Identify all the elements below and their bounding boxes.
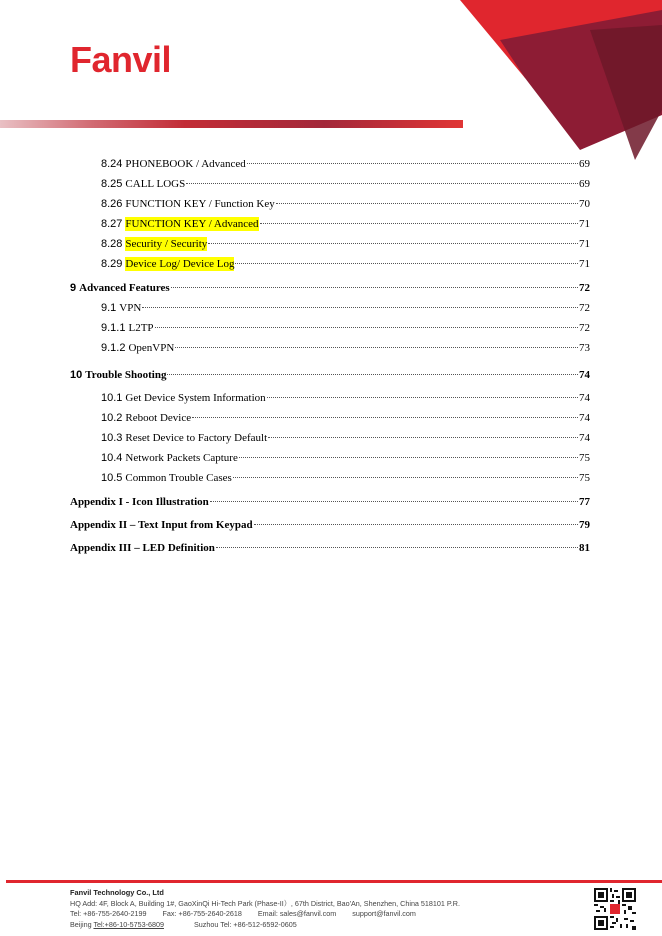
toc-entry-title: PHONEBOOK / Advanced bbox=[125, 158, 246, 170]
svg-text:Fanvil: Fanvil bbox=[70, 42, 172, 78]
toc-entry-number: 8.25 bbox=[101, 178, 123, 190]
toc-entry-number: 9.1 bbox=[101, 302, 117, 314]
toc-entry-title: Security / Security bbox=[125, 238, 208, 250]
toc-entry-page: 74 bbox=[579, 432, 590, 444]
toc-entry-title: Advanced Features bbox=[79, 282, 170, 294]
toc-entry-number: 10 bbox=[70, 369, 83, 381]
toc-dot-leader bbox=[142, 307, 578, 308]
footer-address: HQ Add: 4F, Block A, Building 1#, GaoXinQi Hi-Tech Park (Phase-II）, 67th District, Bao'An, Shenzhen, China 518101 P.R. bbox=[70, 898, 460, 908]
footer-contact bbox=[70, 888, 460, 930]
toc-dot-leader bbox=[192, 417, 578, 418]
toc-entry[interactable] bbox=[101, 237, 590, 251]
toc-entry-number: 9 bbox=[70, 282, 77, 294]
toc-entry-number: 10.4 bbox=[101, 452, 123, 464]
toc-entry[interactable] bbox=[101, 471, 590, 485]
header-corner-graphic bbox=[430, 0, 662, 165]
toc-dot-leader bbox=[260, 223, 578, 224]
footer-fax: Fax: +86-755-2640-2618 bbox=[162, 909, 242, 918]
toc-entry[interactable] bbox=[70, 495, 590, 509]
toc-entry-title: Common Trouble Cases bbox=[125, 472, 232, 484]
toc-dot-leader bbox=[216, 547, 578, 548]
toc-entry-page: 71 bbox=[579, 258, 590, 270]
toc-dot-leader bbox=[268, 437, 578, 438]
toc-entry-page: 74 bbox=[579, 412, 590, 424]
toc-entry-page: 70 bbox=[579, 198, 590, 210]
toc-dot-leader bbox=[186, 183, 578, 184]
toc-entry-title: CALL LOGS bbox=[125, 178, 186, 190]
toc-entry-page: 74 bbox=[579, 369, 590, 381]
toc-entry-page: 71 bbox=[579, 218, 590, 230]
toc-entry-number: 8.26 bbox=[101, 198, 123, 210]
footer-tel: Tel: +86-755-2640-2199 bbox=[70, 909, 147, 918]
toc-entry[interactable] bbox=[101, 391, 590, 405]
toc-entry-title: Network Packets Capture bbox=[125, 452, 238, 464]
toc-entry-title: Appendix I - Icon Illustration bbox=[70, 496, 209, 508]
toc-entry[interactable] bbox=[70, 541, 590, 555]
toc-entry-page: 77 bbox=[579, 496, 590, 508]
toc-entry-page: 72 bbox=[579, 282, 590, 294]
toc-dot-leader bbox=[171, 287, 578, 288]
toc-entry[interactable] bbox=[101, 411, 590, 425]
toc-dot-leader bbox=[175, 347, 578, 348]
toc-entry-title: Trouble Shooting bbox=[85, 369, 167, 381]
toc-entry-title: Appendix III – LED Definition bbox=[70, 542, 215, 554]
header-color-bar bbox=[0, 120, 463, 128]
footer-suzhou: Suzhou Tel: +86-512-6592-0605 bbox=[193, 919, 297, 929]
toc-entry-title: FUNCTION KEY / Function Key bbox=[125, 198, 275, 210]
toc-entry-title: Device Log/ Device Log bbox=[125, 258, 235, 270]
qr-code-icon bbox=[594, 888, 636, 930]
toc-entry-number: 10.1 bbox=[101, 392, 123, 404]
toc-entry-number: 8.24 bbox=[101, 158, 123, 170]
toc-dot-leader bbox=[267, 397, 578, 398]
footer-email[interactable]: Email: sales@fanvil.com bbox=[257, 909, 337, 918]
toc-entry-number: 10.5 bbox=[101, 472, 123, 484]
toc-entry-title: Appendix II – Text Input from Keypad bbox=[70, 519, 253, 531]
toc-entry[interactable] bbox=[101, 301, 590, 315]
toc-entry-title: Reset Device to Factory Default bbox=[125, 432, 268, 444]
toc-entry-page: 75 bbox=[579, 472, 590, 484]
toc-entry-page: 69 bbox=[579, 158, 590, 170]
toc-dot-leader bbox=[167, 374, 578, 375]
toc-entry-number: 8.29 bbox=[101, 258, 123, 270]
toc-entry-title: Reboot Device bbox=[125, 412, 192, 424]
footer-beijing-label: Beijing bbox=[70, 919, 92, 929]
toc-entry-number: 9.1.2 bbox=[101, 342, 126, 354]
toc-dot-leader bbox=[276, 203, 578, 204]
toc-entry[interactable] bbox=[101, 197, 590, 211]
toc-entry[interactable] bbox=[70, 518, 590, 532]
footer-support-email[interactable]: support@fanvil.com bbox=[352, 909, 416, 918]
footer-divider bbox=[6, 880, 662, 883]
toc-entry-page: 74 bbox=[579, 392, 590, 404]
toc-entry[interactable] bbox=[101, 451, 590, 465]
toc-dot-leader bbox=[208, 243, 578, 244]
toc-entry[interactable] bbox=[101, 431, 590, 445]
footer-beijing-tel[interactable]: Tel:+86-10-5753-6809 bbox=[93, 919, 164, 929]
toc-entry-page: 72 bbox=[579, 322, 590, 334]
toc-entry-title: OpenVPN bbox=[128, 342, 175, 354]
toc-entry-title: Get Device System Information bbox=[125, 392, 266, 404]
toc-entry-title: L2TP bbox=[128, 322, 154, 334]
toc-entry-page: 71 bbox=[579, 238, 590, 250]
toc-entry-page: 72 bbox=[579, 302, 590, 314]
toc-entry[interactable] bbox=[101, 217, 590, 231]
toc-entry-number: 9.1.1 bbox=[101, 322, 126, 334]
toc-entry-number: 10.2 bbox=[101, 412, 123, 424]
toc-entry-page: 79 bbox=[579, 519, 590, 531]
toc-dot-leader bbox=[254, 524, 578, 525]
footer-company: Fanvil Technology Co., Ltd bbox=[70, 888, 164, 897]
toc-dot-leader bbox=[210, 501, 578, 502]
toc-entry-number: 8.27 bbox=[101, 218, 123, 230]
toc-entry[interactable] bbox=[101, 177, 590, 191]
toc-entry-number: 10.3 bbox=[101, 432, 123, 444]
toc-entry[interactable] bbox=[101, 341, 590, 355]
toc-entry-title: VPN bbox=[119, 302, 142, 314]
fanvil-logo bbox=[70, 42, 182, 84]
toc-entry[interactable] bbox=[101, 157, 590, 171]
toc-entry-page: 69 bbox=[579, 178, 590, 190]
toc-entry[interactable] bbox=[101, 321, 590, 335]
toc-entry-number: 8.28 bbox=[101, 238, 123, 250]
footer-branch-line bbox=[70, 920, 460, 931]
fanvil-logo-mark bbox=[70, 42, 182, 78]
toc-dot-leader bbox=[247, 163, 578, 164]
toc-entry-title: FUNCTION KEY / Advanced bbox=[125, 218, 259, 230]
toc-dot-leader bbox=[155, 327, 578, 328]
toc-dot-leader bbox=[239, 457, 578, 458]
toc-dot-leader bbox=[235, 263, 578, 264]
footer-phone-line bbox=[70, 909, 460, 920]
toc-entry[interactable] bbox=[101, 257, 590, 271]
toc-entry[interactable] bbox=[70, 281, 590, 295]
toc-entry[interactable] bbox=[70, 368, 590, 382]
toc-dot-leader bbox=[233, 477, 578, 478]
toc-entry-page: 73 bbox=[579, 342, 590, 354]
toc-entry-page: 81 bbox=[579, 542, 590, 554]
toc-entry-page: 75 bbox=[579, 452, 590, 464]
